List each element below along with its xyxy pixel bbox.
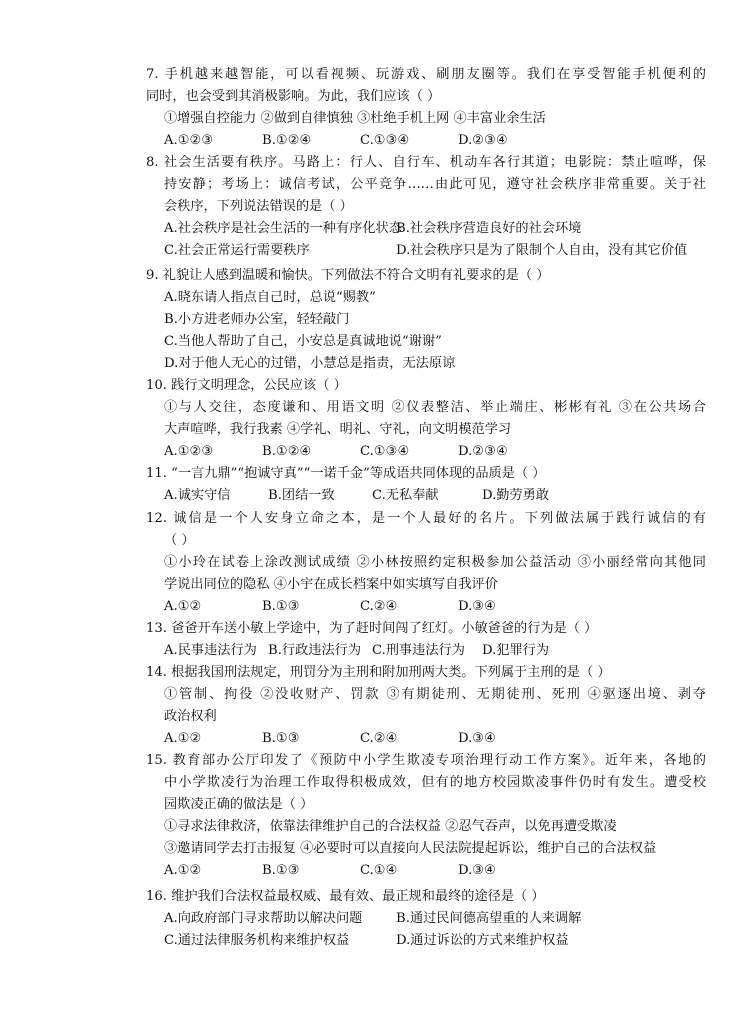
option-a: A.社会秩序是社会生活的一种有序化状态 <box>164 221 402 236</box>
question-stem: 12. 诚信是一个人安身立命之本，是一个人最好的名片。下列做法属于践行诚信的有 <box>146 511 706 526</box>
answer-options <box>146 240 706 262</box>
option-d: D.③④ <box>458 731 496 746</box>
question-stem: 13. 爸爸开车送小敏上学途中，为了赶时间闯了红灯。小敏爸爸的行为是（ ） <box>146 621 598 636</box>
option-c: C.无私奉献 <box>372 488 439 503</box>
option-c: C.刑事违法行为 <box>372 643 465 658</box>
question-stem: 同时，也会受到其消极影响。为此，我们应该（ ） <box>146 89 441 104</box>
statement-list: ①小玲在试卷上涂改测试成绩 ②小林按照约定积极参加公益活动 ③小丽经常向其他同 <box>164 555 706 570</box>
answer-options <box>146 860 706 882</box>
option-d: D.勤劳勇敢 <box>482 488 550 503</box>
option-c: C.①③④ <box>360 444 410 459</box>
option-a: A.①② <box>164 599 202 614</box>
option-a: A.晓东请人指点自己时，总说“赐教” <box>164 290 376 305</box>
question-stem: 14. 根据我国刑法规定，刑罚分为主刑和附加刑两大类。下列属于主刑的是（ ） <box>146 665 611 680</box>
option-b: B.①③ <box>262 731 300 746</box>
option-b: B.小方进老师办公室，轻轻敲门 <box>164 312 350 327</box>
answer-options <box>146 930 706 952</box>
statement-list: ③邀请同学去打击报复 ④必要时可以直接向人民法院提起诉讼，维护自己的合法权益 <box>164 841 657 856</box>
option-b: B.①②④ <box>262 444 312 459</box>
answer-options <box>146 218 706 240</box>
option-b: B.团结一致 <box>268 488 335 503</box>
statement-list: ①增强自控能力 ②做到自律慎独 ③杜绝手机上网 ④丰富业余生活 <box>164 111 546 126</box>
option-c: C.②④ <box>360 599 398 614</box>
option-b: B.①②④ <box>262 133 312 148</box>
question-12 <box>146 508 706 618</box>
answer-options <box>146 441 706 463</box>
question-stem: 园欺凌正确的做法是（ ） <box>164 797 314 812</box>
question-11 <box>146 463 706 507</box>
option-d: D.③④ <box>458 599 496 614</box>
option-b: B.行政违法行为 <box>268 643 362 658</box>
option-c: C.通过法律服务机构来维护权益 <box>164 933 350 948</box>
question-13 <box>146 618 706 662</box>
option-d: D.②③④ <box>458 444 508 459</box>
answer-options <box>146 130 706 152</box>
statement-list: 政治权利 <box>164 709 217 724</box>
option-a: A.诚实守信 <box>164 488 231 503</box>
question-10 <box>146 375 706 463</box>
option-c: C.①④ <box>360 863 398 878</box>
option-a: A.①②③ <box>164 133 214 148</box>
question-14 <box>146 662 706 750</box>
statement-list: ①管制、拘役 ②没收财产、罚款 ③有期徒刑、无期徒刑、死刑 ④驱逐出境、剥夺 <box>164 687 706 702</box>
statement-list: ①与人交往，态度谦和、用语文明 ②仪表整洁、举止端庄、彬彬有礼 ③在公共场合 <box>164 400 706 415</box>
option-a: A.①② <box>164 731 202 746</box>
option-a: A.①②③ <box>164 444 214 459</box>
option-c: C.社会正常运行需要秩序 <box>164 243 310 258</box>
option-b: B.①③ <box>262 863 300 878</box>
question-8 <box>146 152 706 262</box>
option-d: D.通过诉讼的方式来维护权益 <box>396 933 569 948</box>
option-a: A.民事违法行为 <box>164 643 257 658</box>
question-9 <box>146 265 706 375</box>
option-a: A.向政府部门寻求帮助以解决问题 <box>164 911 363 926</box>
option-d: D.社会秩序只是为了限制个人自由，没有其它价值 <box>396 243 688 258</box>
option-d: D.②③④ <box>458 133 508 148</box>
option-d: D.犯罪行为 <box>482 643 550 658</box>
option-b: B.社会秩序营造良好的社会环境 <box>396 221 582 236</box>
question-stem: 持安静；考场上：诚信考试，公平竞争……由此可见，遵守社会秩序非常重要。关于社 <box>164 177 706 192</box>
question-stem: 会秩序，下列说法错误的是（ ） <box>164 199 353 214</box>
option-c: C.①③④ <box>360 133 410 148</box>
answer-options <box>146 485 706 507</box>
question-stem: 15. 教育部办公厅印发了《预防中小学生欺凌专项治理行动工作方案》。近年来，各地的 <box>146 753 706 768</box>
question-16 <box>146 886 706 952</box>
option-d: D.对于他人无心的过错，小慧总是指责，无法原谅 <box>164 356 456 371</box>
question-7 <box>146 64 706 152</box>
option-a: A.①② <box>164 863 202 878</box>
answer-options <box>146 908 706 930</box>
answer-options <box>146 640 706 662</box>
question-15 <box>146 750 706 882</box>
question-stem: 10. 践行文明理念，公民应该（ ） <box>146 378 347 393</box>
question-stem: （ ） <box>164 533 195 548</box>
option-c: C.当他人帮助了自己，小安总是真诚地说“谢谢” <box>164 334 442 349</box>
option-c: C.②④ <box>360 731 398 746</box>
option-b: B.通过民间德高望重的人来调解 <box>396 911 582 926</box>
answer-options <box>146 596 706 618</box>
question-stem: 9. 礼貌让人感到温暖和愉快。下列做法不符合文明有礼要求的是（ ） <box>146 268 550 283</box>
question-stem: 中小学欺凌行为治理工作取得积极成效，但有的地方校园欺凌事件仍时有发生。遭受校 <box>164 775 706 790</box>
question-stem: 8. 社会生活要有秩序。马路上：行人、自行车、机动车各行其道；电影院：禁止喧哗，保 <box>146 155 706 170</box>
statement-list: 学说出同位的隐私 ④小宇在成长档案中如实填写自我评价 <box>164 577 498 592</box>
option-b: B.①③ <box>262 599 300 614</box>
statement-list: ①寻求法律救济，依靠法律维护自己的合法权益 ②忍气吞声，以免再遭受欺凌 <box>164 819 617 834</box>
option-d: D.③④ <box>458 863 496 878</box>
answer-options <box>146 728 706 750</box>
statement-list: 大声喧哗，我行我素 ④学礼、明礼、守礼，向文明模范学习 <box>164 422 512 437</box>
question-stem: 7. 手机越来越智能，可以看视频、玩游戏、刷朋友圈等。我们在享受智能手机便利的 <box>146 67 706 82</box>
question-stem: 11. “一言九鼎”“抱诚守真”“一诺千金”等成语共同体现的品质是（ ） <box>146 466 546 481</box>
question-stem: 16. 维护我们合法权益最权威、最有效、最正规和最终的途径是（ ） <box>146 889 545 904</box>
